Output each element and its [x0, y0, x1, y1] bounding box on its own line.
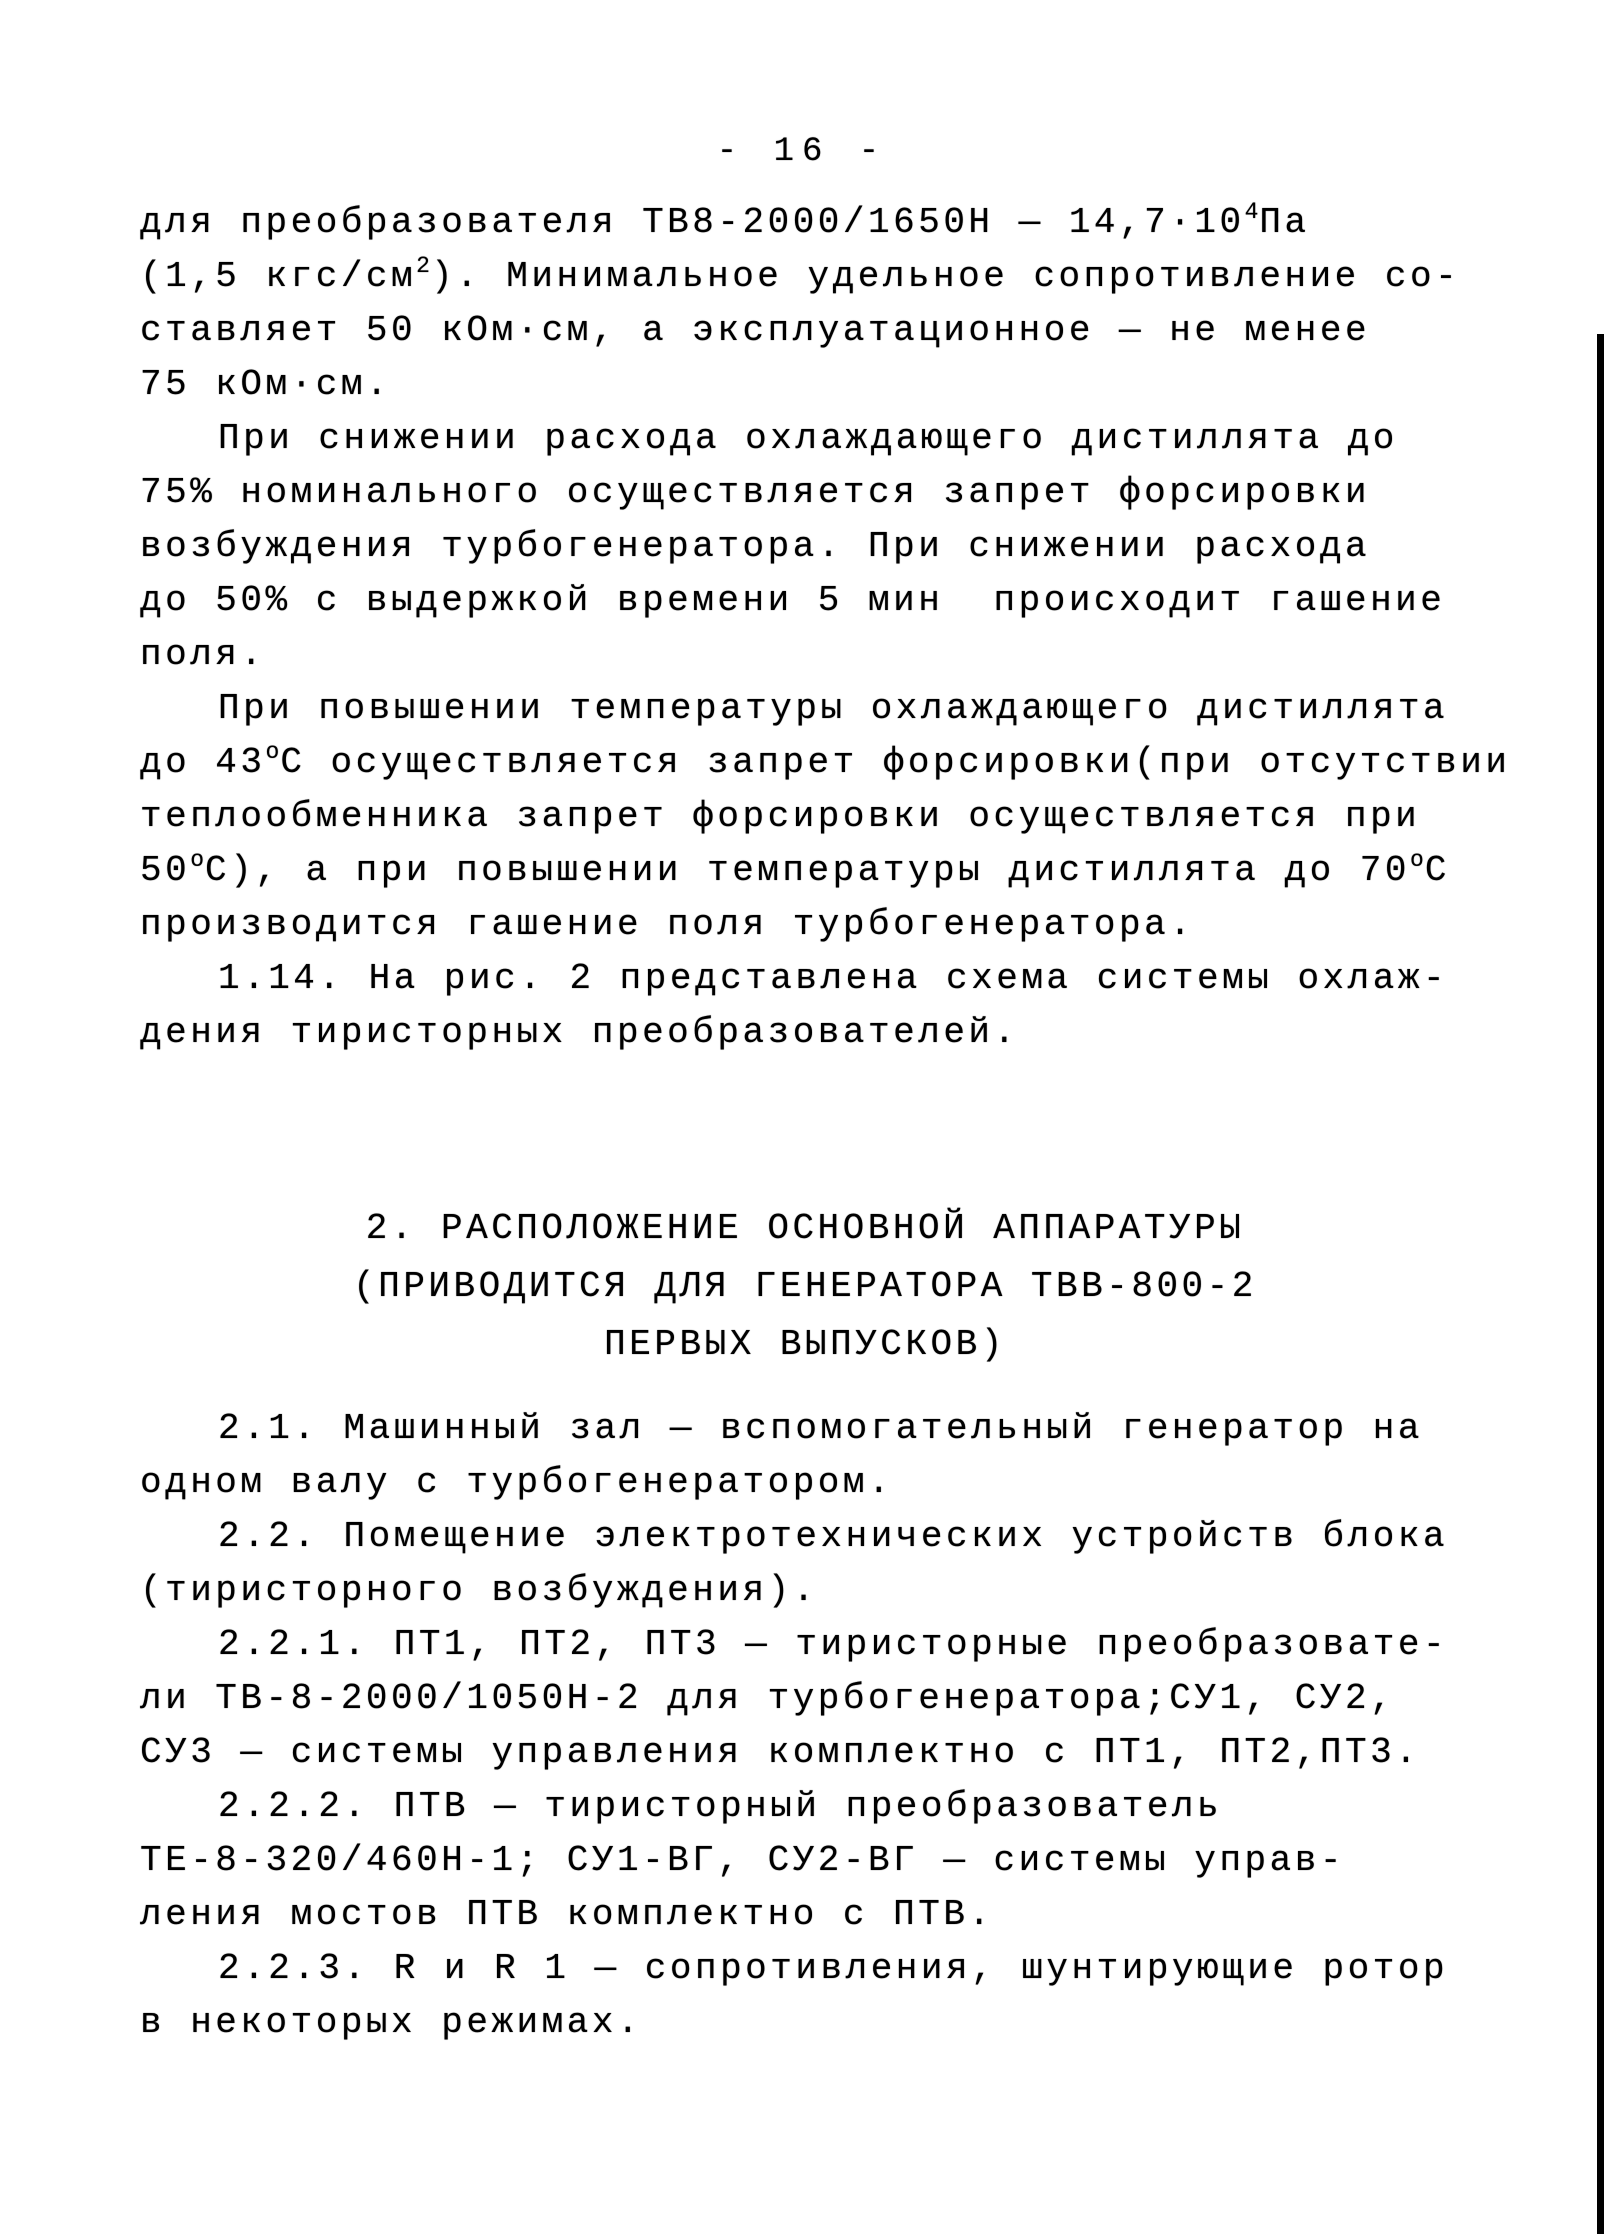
text-segment: ления мостов ПТВ комплектно с ПТВ. — [140, 1894, 994, 1935]
text-segment: 2.2.1. ПТ1, ПТ2, ПТ3 — тиристорные преобразовате- — [218, 1624, 1449, 1665]
text-segment: Па — [1259, 202, 1310, 243]
text-segment: ставляет 50 кОм·см, а эксплуатационное — не менее — [140, 310, 1371, 351]
paragraph — [140, 196, 1470, 412]
text-line — [140, 1510, 1470, 1564]
superscript: о — [190, 847, 206, 873]
paragraph — [140, 412, 1470, 682]
text-line — [140, 250, 1470, 304]
heading-line — [140, 1316, 1470, 1374]
text-line — [140, 1564, 1470, 1618]
text-segment: При повышении температуры охлаждающего дистиллята — [218, 688, 1449, 729]
superscript: о — [1410, 847, 1425, 873]
heading-line — [140, 1200, 1470, 1258]
text-line — [140, 574, 1470, 628]
text-segment: ли ТВ-8-2000/1050Н-2 для турбогенератора;СУ1, СУ2, — [140, 1678, 1396, 1719]
text-segment: ТЕ-8-320/460Н-1; СУ1-ВГ, СУ2-ВГ — системы управ- — [140, 1840, 1345, 1881]
text-segment: (ПРИВОДИТСЯ ДЛЯ ГЕНЕРАТОРА ТВВ-800-2 — [353, 1266, 1257, 1307]
text-segment: 75% номинального осуществляется запрет форсировки — [140, 472, 1371, 513]
text-segment: возбуждения турбогенератора. При снижении расхода — [140, 526, 1371, 567]
text-segment: до 43 — [140, 742, 266, 783]
text-segment: поля. — [140, 634, 266, 675]
text-line — [140, 1402, 1470, 1456]
text-segment: С осуществляется запрет форсировки(при отсутствии — [280, 742, 1511, 783]
text-segment: (тиристорного возбуждения). — [140, 1570, 818, 1611]
scan-edge-artifact — [1597, 334, 1604, 2234]
paragraph — [140, 1510, 1470, 1618]
paragraph — [140, 952, 1470, 1060]
text-line — [140, 1780, 1470, 1834]
text-line — [140, 1888, 1470, 1942]
page-number: - 16 - — [716, 133, 888, 171]
text-segment: 75 кОм·см. — [140, 364, 392, 405]
text-line — [140, 1456, 1470, 1510]
text-line — [140, 844, 1470, 898]
text-segment: 1.14. На рис. 2 представлена схема системы охлаж- — [218, 958, 1449, 999]
text-segment: ). Минимальное удельное сопротивление со- — [430, 256, 1461, 297]
text-segment: 2. РАСПОЛОЖЕНИЕ ОСНОВНОЙ АППАРАТУРЫ — [365, 1208, 1245, 1249]
text-line — [140, 1834, 1470, 1888]
text-segment: 2.1. Машинный зал — вспомогательный генератор на — [218, 1408, 1423, 1449]
text-line — [140, 790, 1470, 844]
document-blocks — [140, 196, 1511, 2050]
text-line — [140, 1996, 1470, 2050]
paragraph — [140, 1780, 1470, 1942]
text-segment: 2.2.3. R и R 1 — сопротивления, шунтирующие ротор — [218, 1948, 1449, 1989]
text-segment: до 50% с выдержкой времени 5 мин происходит гашение — [140, 580, 1446, 621]
superscript: 4 — [1244, 199, 1260, 225]
text-line — [140, 682, 1470, 736]
text-segment: для преобразователя ТВ8-2000/1650Н — 14,7·10 — [140, 202, 1245, 243]
paragraph — [140, 682, 1511, 952]
text-line — [140, 952, 1470, 1006]
text-line — [140, 1618, 1470, 1672]
text-segment: СУ3 — системы управления комплектно с ПТ1, ПТ2,ПТ3. — [140, 1732, 1421, 1773]
text-line — [140, 466, 1470, 520]
text-segment: (1,5 кгс/см — [140, 256, 417, 297]
text-line — [140, 412, 1470, 466]
text-segment: теплообменника запрет форсировки осуществляется при — [140, 796, 1421, 837]
text-segment: При снижении расхода охлаждающего дистиллята до — [218, 418, 1398, 459]
heading-line — [140, 1258, 1470, 1316]
text-line — [140, 1006, 1470, 1060]
paragraph — [140, 1942, 1470, 2050]
text-segment: производится гашение поля турбогенератора. — [140, 904, 1195, 945]
text-line — [140, 520, 1470, 574]
text-segment: 2.2.2. ПТВ — тиристорный преобразователь — [218, 1786, 1223, 1827]
text-segment: ПЕРВЫХ ВЫПУСКОВ) — [604, 1324, 1006, 1365]
text-line — [140, 358, 1470, 412]
section-heading — [140, 1200, 1470, 1374]
superscript: о — [265, 739, 281, 765]
paragraph — [140, 1618, 1470, 1780]
text-line — [140, 1726, 1470, 1780]
text-segment: С), а при повышении температуры дистиллята до 70 — [205, 850, 1410, 891]
text-segment: одном валу с турбогенератором. — [140, 1462, 894, 1503]
text-line — [140, 1942, 1470, 1996]
text-line — [140, 196, 1470, 250]
text-segment: С — [1424, 850, 1450, 891]
text-line — [140, 898, 1470, 952]
text-segment: 2.2. Помещение электротехнических устройств блока — [218, 1516, 1449, 1557]
superscript: 2 — [416, 253, 431, 279]
text-line — [140, 304, 1470, 358]
paragraph — [140, 1402, 1470, 1510]
text-line — [140, 628, 1470, 682]
text-segment: 50 — [140, 850, 191, 891]
text-line — [140, 1672, 1470, 1726]
text-segment: в некоторых режимах. — [140, 2002, 643, 2043]
text-line — [140, 736, 1511, 790]
text-segment: дения тиристорных преобразователей. — [140, 1012, 1019, 1053]
